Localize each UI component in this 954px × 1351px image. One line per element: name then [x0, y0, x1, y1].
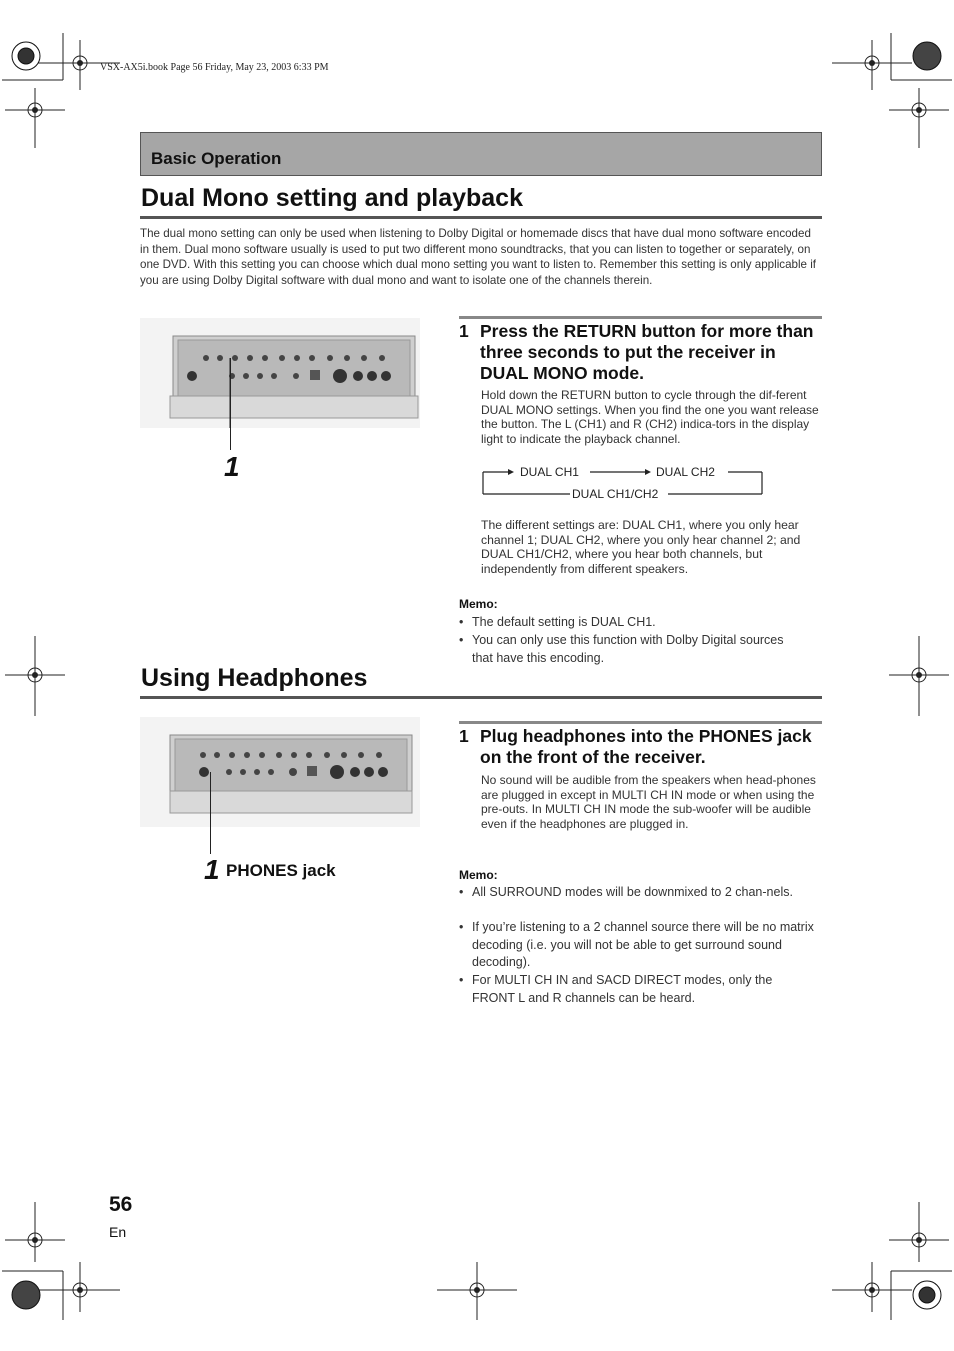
page-number: 56: [109, 1193, 133, 1216]
phones-jack-label: PHONES jack: [226, 861, 336, 880]
page-language: En: [109, 1224, 127, 1240]
memo-label: Memo:: [459, 597, 498, 611]
diagram-ch1-ch2: DUAL CH1/CH2: [572, 487, 659, 501]
headphones-heading: Using Headphones: [141, 664, 368, 692]
callout-number-1: 1: [204, 854, 220, 885]
dual-mono-settings-text: The different settings are: DUAL CH1, where you only hear channel 1; DUAL CH2, where you only hear channel 2; and DUAL CH1/CH2, where you hear both channels, but independently from different speakers.: [481, 518, 801, 576]
heading-rule: [140, 216, 822, 219]
memo-label: Memo:: [459, 868, 498, 882]
receiver-panel-image: [140, 318, 420, 428]
step-number: 1: [459, 726, 469, 746]
callout-line-1: [230, 358, 231, 450]
headphones-step-body: No sound will be audible from the speakers when head-phones are plugged in except in MULTI CH IN mode or when using the pre-outs. In MULTI CH IN mode the sub-woofer will be audible even if the headphones are plugged in.: [481, 773, 816, 831]
dual-mono-heading: Dual Mono setting and playback: [141, 184, 523, 212]
dual-mono-intro: The dual mono setting can only be used when listening to Dolby Digital or homemade discs that have dual mono software encoded in them. Dual mono software usually is used to put two different mono soundtracks, that you can listen to together or separately, on one DVD. With this setting you can choose which dual mono setting you want to listen to. Remember this setting is only applicable if you are using Dolby Digital software with dual mono and want to isolate one of the channels therein.: [140, 227, 817, 287]
callout-number-1: 1: [224, 451, 240, 482]
file-header: VSX-AX5i.book Page 56 Friday, May 23, 2003 6:33 PM: [100, 62, 329, 73]
heading-rule: [140, 696, 822, 699]
step-text: Plug headphones into the PHONES jack on the front of the receiver.: [480, 726, 812, 767]
step-rule: [459, 721, 822, 724]
step-rule: [459, 316, 822, 319]
dual-mono-step-body: Hold down the RETURN button to cycle through the dif-ferent DUAL MONO settings. When you find the one you want release the button. The L (CH1) and R (CH2) indica-tors in the display light to indicate the playback channel.: [481, 388, 819, 446]
section-bar: [140, 132, 822, 176]
callout-line-1: [210, 772, 211, 854]
step-text: Press the RETURN button for more than three seconds to put the receiver in DUAL MONO mode.: [480, 321, 814, 383]
dual-mono-cycle-diagram: [480, 462, 780, 506]
diagram-ch1: DUAL CH1: [520, 465, 579, 479]
receiver-panel-image: [140, 717, 420, 827]
step-number: 1: [459, 321, 469, 341]
diagram-ch2: DUAL CH2: [656, 465, 715, 479]
section-title: Basic Operation: [151, 149, 282, 168]
